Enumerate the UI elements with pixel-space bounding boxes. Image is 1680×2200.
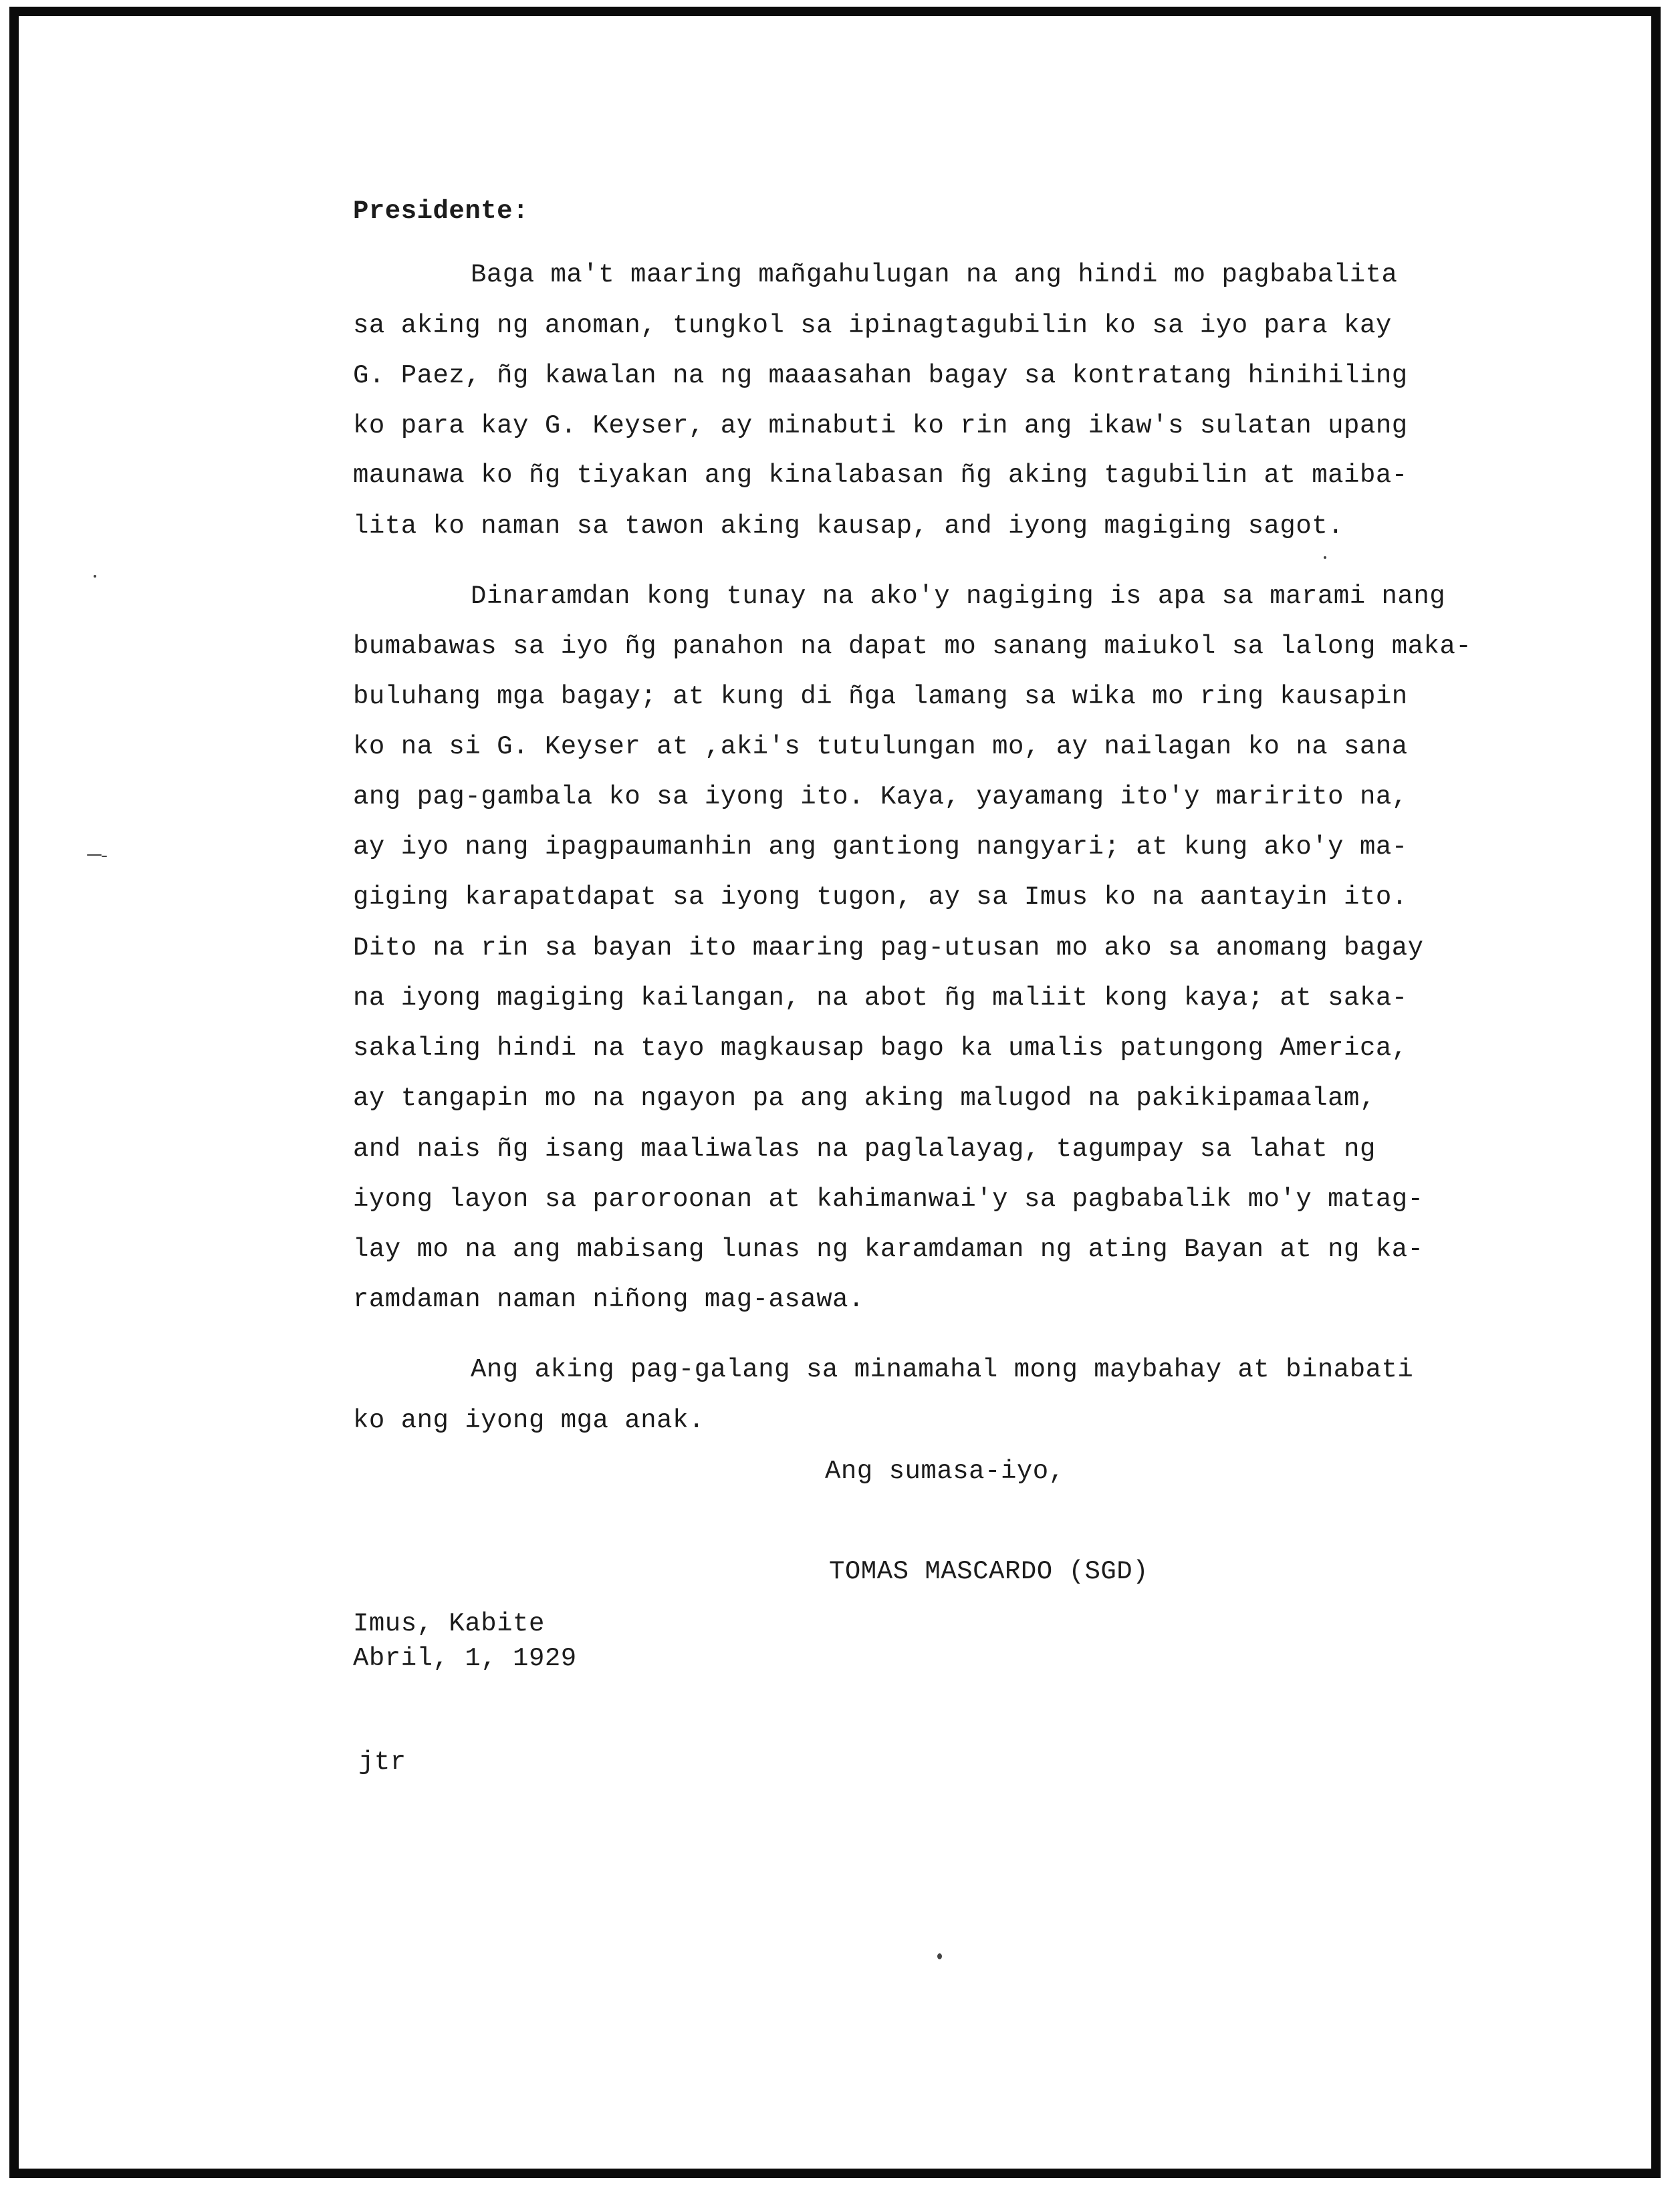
paragraph-line: sa aking ng anoman, tungkol sa ipinagtagubilin ko sa iyo para kay: [353, 311, 1392, 340]
paragraph-line: lita ko naman sa tawon aking kausap, and iyong magiging sagot.: [353, 511, 1344, 541]
paragraph-line: iyong layon sa paroroonan at kahimanwai'y sa pagbabalik mo'y matag-: [353, 1185, 1424, 1214]
date: Abril, 1, 1929: [353, 1644, 577, 1673]
paragraph-line: lay mo na ang mabisang lunas ng karamdaman ng ating Bayan at ng ka-: [353, 1235, 1424, 1264]
paragraph-line: G. Paez, ñg kawalan na ng maaasahan bagay sa kontratang hinihiling: [353, 361, 1408, 390]
paragraph-line: Dinaramdan kong tunay na ako'y nagiging is apa sa marami nang: [471, 582, 1446, 611]
scan-speck: [937, 1953, 942, 1959]
paragraph-line: buluhang mga bagay; at kung di ñga lamang sa wika mo ring kausapin: [353, 682, 1408, 711]
scan-speck: [1324, 556, 1326, 559]
paragraph-line: and nais ñg isang maaliwalas na paglalayag, tagumpay sa lahat ng: [353, 1134, 1376, 1164]
paragraph-line: ko para kay G. Keyser, ay minabuti ko rin ang ikaw's sulatan upang: [353, 411, 1408, 441]
paragraph-line: ko na si G. Keyser at ,aki's tutulungan mo, ay nailagan ko na sana: [353, 732, 1408, 761]
paragraph-line: ko ang iyong mga anak.: [353, 1406, 705, 1435]
paragraph-line: sakaling hindi na tayo magkausap bago ka umalis patungong America,: [353, 1033, 1408, 1063]
closing: Ang sumasa-iyo,: [825, 1457, 1065, 1486]
signature: TOMAS MASCARDO (SGD): [829, 1557, 1149, 1586]
paragraph-line: Dito na rin sa bayan ito maaring pag-utusan mo ako sa anomang bagay: [353, 933, 1424, 963]
scan-speck: [102, 856, 107, 857]
paragraph-line: ang pag-gambala ko sa iyong ito. Kaya, yayamang ito'y maririto na,: [353, 782, 1408, 812]
paragraph-line: bumabawas sa iyo ñg panahon na dapat mo sanang maiukol sa lalong maka-: [353, 632, 1472, 661]
salutation: Presidente:: [353, 197, 529, 226]
paragraph-line: Baga ma't maaring mañgahulugan na ang hindi mo pagbabalita: [471, 260, 1398, 289]
paragraph-line: giging karapatdapat sa iyong tugon, ay sa Imus ko na aantayin ito.: [353, 882, 1408, 912]
paragraph-line: Ang aking pag-galang sa minamahal mong maybahay at binabati: [471, 1355, 1414, 1384]
scan-speck: [94, 575, 96, 578]
paragraph-line: ramdaman naman niñong mag-asawa.: [353, 1285, 864, 1314]
scan-speck: [87, 854, 102, 856]
paragraph-line: na iyong magiging kailangan, na abot ñg maliit kong kaya; at saka-: [353, 983, 1408, 1013]
paragraph-line: ay tangapin mo na ngayon pa ang aking malugod na pakikipamaalam,: [353, 1084, 1376, 1113]
paragraph-line: maunawa ko ñg tiyakan ang kinalabasan ñg aking tagubilin at maiba-: [353, 461, 1408, 490]
place: Imus, Kabite: [353, 1609, 545, 1638]
paragraph-line: ay iyo nang ipagpaumanhin ang gantiong nangyari; at kung ako'y ma-: [353, 832, 1408, 862]
typist-initials: jtr: [358, 1747, 406, 1777]
